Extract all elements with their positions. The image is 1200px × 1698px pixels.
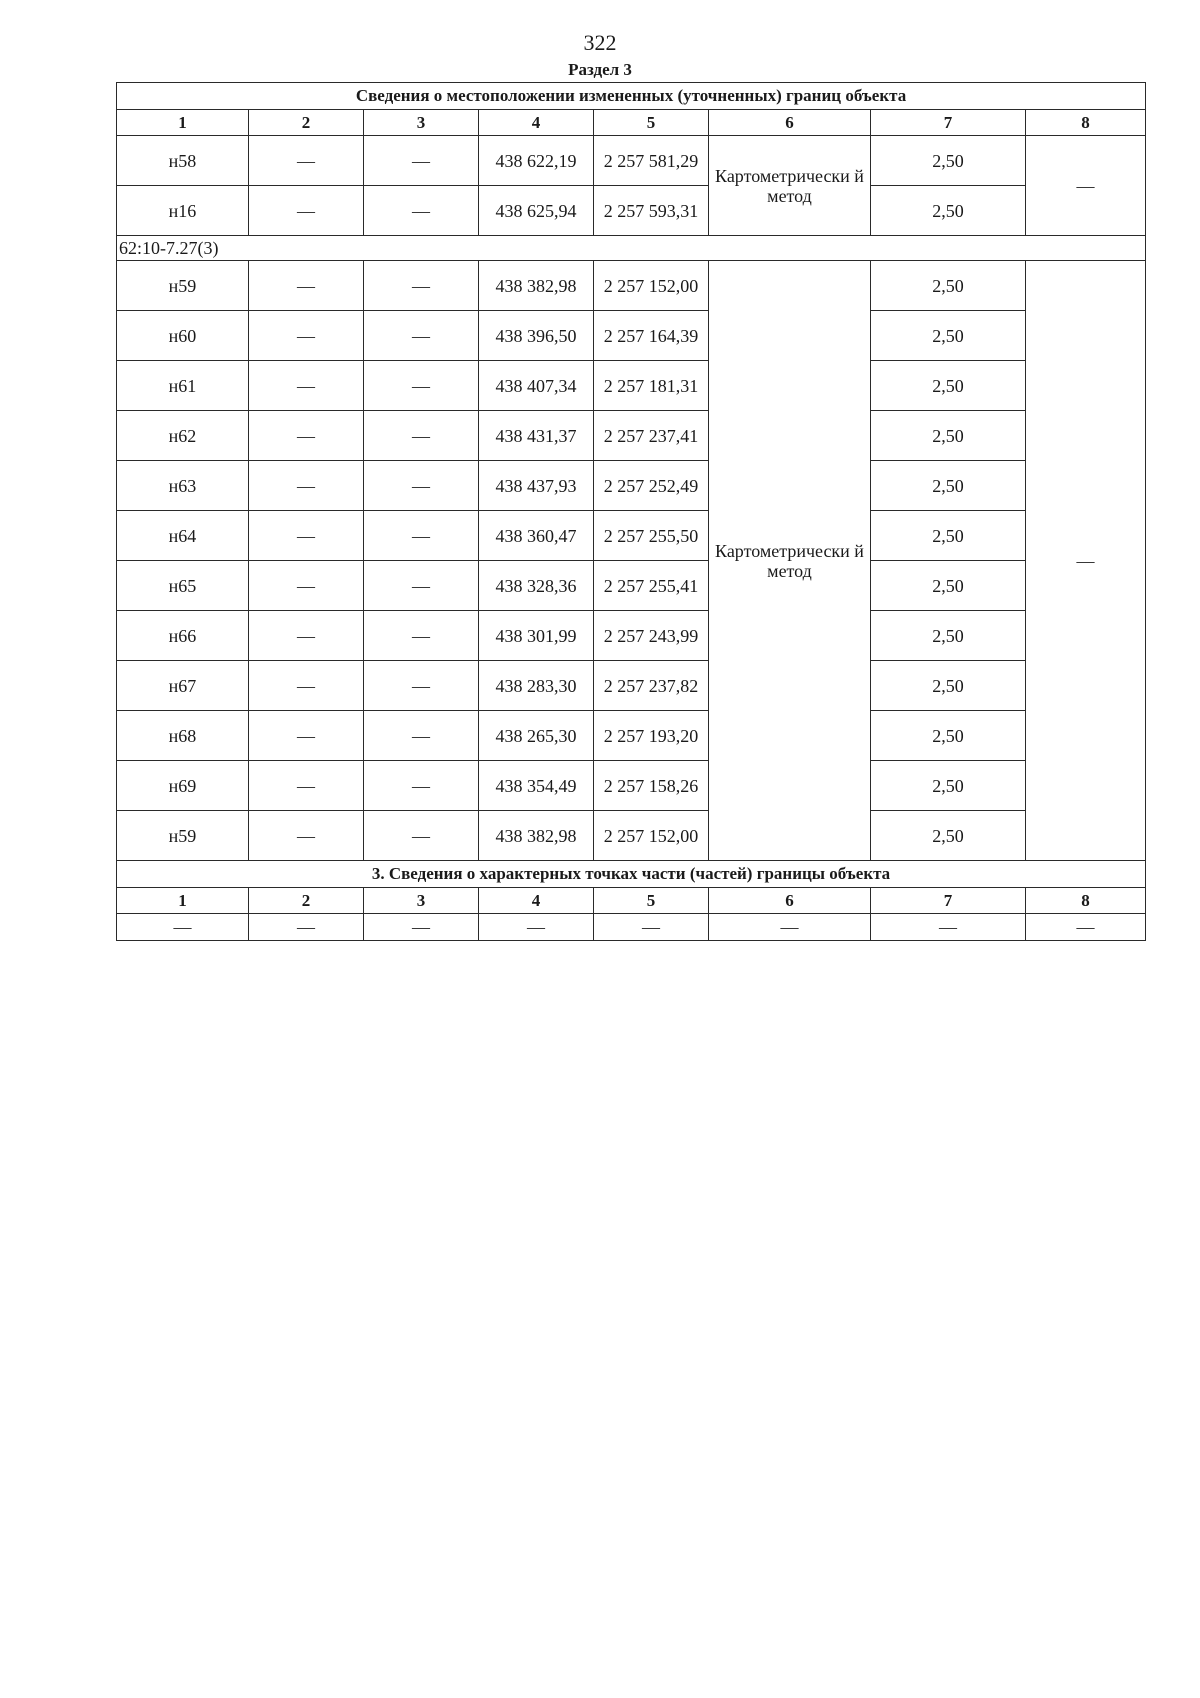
col2-cell: — <box>249 186 364 236</box>
x-coordinate-cell: 438 265,30 <box>479 711 594 761</box>
col3-cell: — <box>364 811 479 861</box>
col3-cell: — <box>364 311 479 361</box>
y-coordinate-cell: 2 257 237,82 <box>594 661 709 711</box>
table-row <box>117 511 1146 561</box>
y-coordinate-cell: 2 257 181,31 <box>594 361 709 411</box>
method-cell: Картометрически й метод <box>709 136 871 236</box>
table-row <box>117 561 1146 611</box>
y-coordinate-cell: 2 257 193,20 <box>594 711 709 761</box>
table-row <box>117 811 1146 861</box>
point-name-cell: н62 <box>117 411 249 461</box>
point-name-cell: н61 <box>117 361 249 411</box>
column-header: 3 <box>364 110 479 136</box>
empty-cell: — <box>117 914 249 941</box>
contour-label-row <box>117 236 1146 261</box>
x-coordinate-cell: 438 382,98 <box>479 811 594 861</box>
accuracy-cell: 2,50 <box>871 711 1026 761</box>
col3-cell: — <box>364 136 479 186</box>
col2-cell: — <box>249 561 364 611</box>
table-row <box>117 311 1146 361</box>
x-coordinate-cell: 438 625,94 <box>479 186 594 236</box>
y-coordinate-cell: 2 257 252,49 <box>594 461 709 511</box>
point-name-cell: н16 <box>117 186 249 236</box>
accuracy-cell: 2,50 <box>871 311 1026 361</box>
section-title: Раздел 3 <box>568 60 632 79</box>
col8-cell: — <box>1026 136 1146 236</box>
empty-cell: — <box>871 914 1026 941</box>
column-header: 2 <box>249 110 364 136</box>
point-name-cell: н60 <box>117 311 249 361</box>
empty-cell: — <box>479 914 594 941</box>
table-row <box>117 661 1146 711</box>
x-coordinate-cell: 438 382,98 <box>479 261 594 311</box>
accuracy-cell: 2,50 <box>871 761 1026 811</box>
x-coordinate-cell: 438 431,37 <box>479 411 594 461</box>
y-coordinate-cell: 2 257 581,29 <box>594 136 709 186</box>
accuracy-cell: 2,50 <box>871 611 1026 661</box>
col3-cell: — <box>364 261 479 311</box>
y-coordinate-cell: 2 257 237,41 <box>594 411 709 461</box>
column-header: 5 <box>594 110 709 136</box>
table-title-row <box>117 83 1146 110</box>
accuracy-cell: 2,50 <box>871 511 1026 561</box>
column-header: 8 <box>1026 110 1146 136</box>
point-name-cell: н67 <box>117 661 249 711</box>
col2-cell: — <box>249 411 364 461</box>
y-coordinate-cell: 2 257 243,99 <box>594 611 709 661</box>
table-row <box>117 761 1146 811</box>
accuracy-cell: 2,50 <box>871 461 1026 511</box>
parts-empty-row <box>117 914 1146 941</box>
table-row <box>117 361 1146 411</box>
x-coordinate-cell: 438 301,99 <box>479 611 594 661</box>
col2-cell: — <box>249 461 364 511</box>
accuracy-cell: 2,50 <box>871 561 1026 611</box>
y-coordinate-cell: 2 257 255,41 <box>594 561 709 611</box>
table-title: Сведения о местоположении измененных (уточненных) границ объекта <box>117 83 1146 110</box>
table-row <box>117 711 1146 761</box>
table-row <box>117 261 1146 311</box>
x-coordinate-cell: 438 407,34 <box>479 361 594 411</box>
empty-cell: — <box>594 914 709 941</box>
x-coordinate-cell: 438 622,19 <box>479 136 594 186</box>
column-header: 8 <box>1026 888 1146 914</box>
x-coordinate-cell: 438 437,93 <box>479 461 594 511</box>
parts-title: 3. Сведения о характерных точках части (частей) границы объекта <box>117 861 1146 888</box>
column-header: 5 <box>594 888 709 914</box>
table-row <box>117 411 1146 461</box>
column-header: 7 <box>871 110 1026 136</box>
col2-cell: — <box>249 711 364 761</box>
point-name-cell: н65 <box>117 561 249 611</box>
point-name-cell: н59 <box>117 261 249 311</box>
col3-cell: — <box>364 661 479 711</box>
col2-cell: — <box>249 661 364 711</box>
point-name-cell: н68 <box>117 711 249 761</box>
col3-cell: — <box>364 611 479 661</box>
accuracy-cell: 2,50 <box>871 661 1026 711</box>
point-name-cell: н69 <box>117 761 249 811</box>
table-row <box>117 136 1146 186</box>
col2-cell: — <box>249 261 364 311</box>
column-header: 6 <box>709 110 871 136</box>
x-coordinate-cell: 438 360,47 <box>479 511 594 561</box>
col3-cell: — <box>364 186 479 236</box>
column-header: 3 <box>364 888 479 914</box>
point-name-cell: н58 <box>117 136 249 186</box>
col2-cell: — <box>249 511 364 561</box>
col3-cell: — <box>364 461 479 511</box>
col2-cell: — <box>249 136 364 186</box>
accuracy-cell: 2,50 <box>871 361 1026 411</box>
col8-cell: — <box>1026 261 1146 861</box>
x-coordinate-cell: 438 396,50 <box>479 311 594 361</box>
accuracy-cell: 2,50 <box>871 136 1026 186</box>
col2-cell: — <box>249 761 364 811</box>
column-header: 4 <box>479 888 594 914</box>
col3-cell: — <box>364 711 479 761</box>
empty-cell: — <box>249 914 364 941</box>
accuracy-cell: 2,50 <box>871 411 1026 461</box>
point-name-cell: н64 <box>117 511 249 561</box>
empty-cell: — <box>709 914 871 941</box>
column-header: 4 <box>479 110 594 136</box>
page-number: 322 <box>583 30 617 55</box>
column-header-row <box>117 110 1146 136</box>
x-coordinate-cell: 438 328,36 <box>479 561 594 611</box>
table-row <box>117 611 1146 661</box>
empty-cell: — <box>1026 914 1146 941</box>
table-row <box>117 461 1146 511</box>
y-coordinate-cell: 2 257 152,00 <box>594 261 709 311</box>
point-name-cell: н59 <box>117 811 249 861</box>
col2-cell: — <box>249 811 364 861</box>
table-row <box>117 186 1146 236</box>
x-coordinate-cell: 438 283,30 <box>479 661 594 711</box>
y-coordinate-cell: 2 257 164,39 <box>594 311 709 361</box>
col2-cell: — <box>249 361 364 411</box>
column-header: 1 <box>117 110 249 136</box>
column-header: 6 <box>709 888 871 914</box>
y-coordinate-cell: 2 257 152,00 <box>594 811 709 861</box>
col2-cell: — <box>249 611 364 661</box>
y-coordinate-cell: 2 257 158,26 <box>594 761 709 811</box>
col3-cell: — <box>364 761 479 811</box>
contour-label: 62:10-7.27(3) <box>117 236 1146 261</box>
parts-title-row <box>117 861 1146 888</box>
col3-cell: — <box>364 511 479 561</box>
accuracy-cell: 2,50 <box>871 186 1026 236</box>
point-name-cell: н66 <box>117 611 249 661</box>
col3-cell: — <box>364 561 479 611</box>
boundary-table <box>116 82 1146 941</box>
accuracy-cell: 2,50 <box>871 261 1026 311</box>
column-header: 1 <box>117 888 249 914</box>
y-coordinate-cell: 2 257 255,50 <box>594 511 709 561</box>
y-coordinate-cell: 2 257 593,31 <box>594 186 709 236</box>
column-header: 2 <box>249 888 364 914</box>
accuracy-cell: 2,50 <box>871 811 1026 861</box>
x-coordinate-cell: 438 354,49 <box>479 761 594 811</box>
col2-cell: — <box>249 311 364 361</box>
col3-cell: — <box>364 411 479 461</box>
col3-cell: — <box>364 361 479 411</box>
empty-cell: — <box>364 914 479 941</box>
method-cell: Картометрически й метод <box>709 261 871 861</box>
column-header: 7 <box>871 888 1026 914</box>
point-name-cell: н63 <box>117 461 249 511</box>
parts-header-row <box>117 888 1146 914</box>
